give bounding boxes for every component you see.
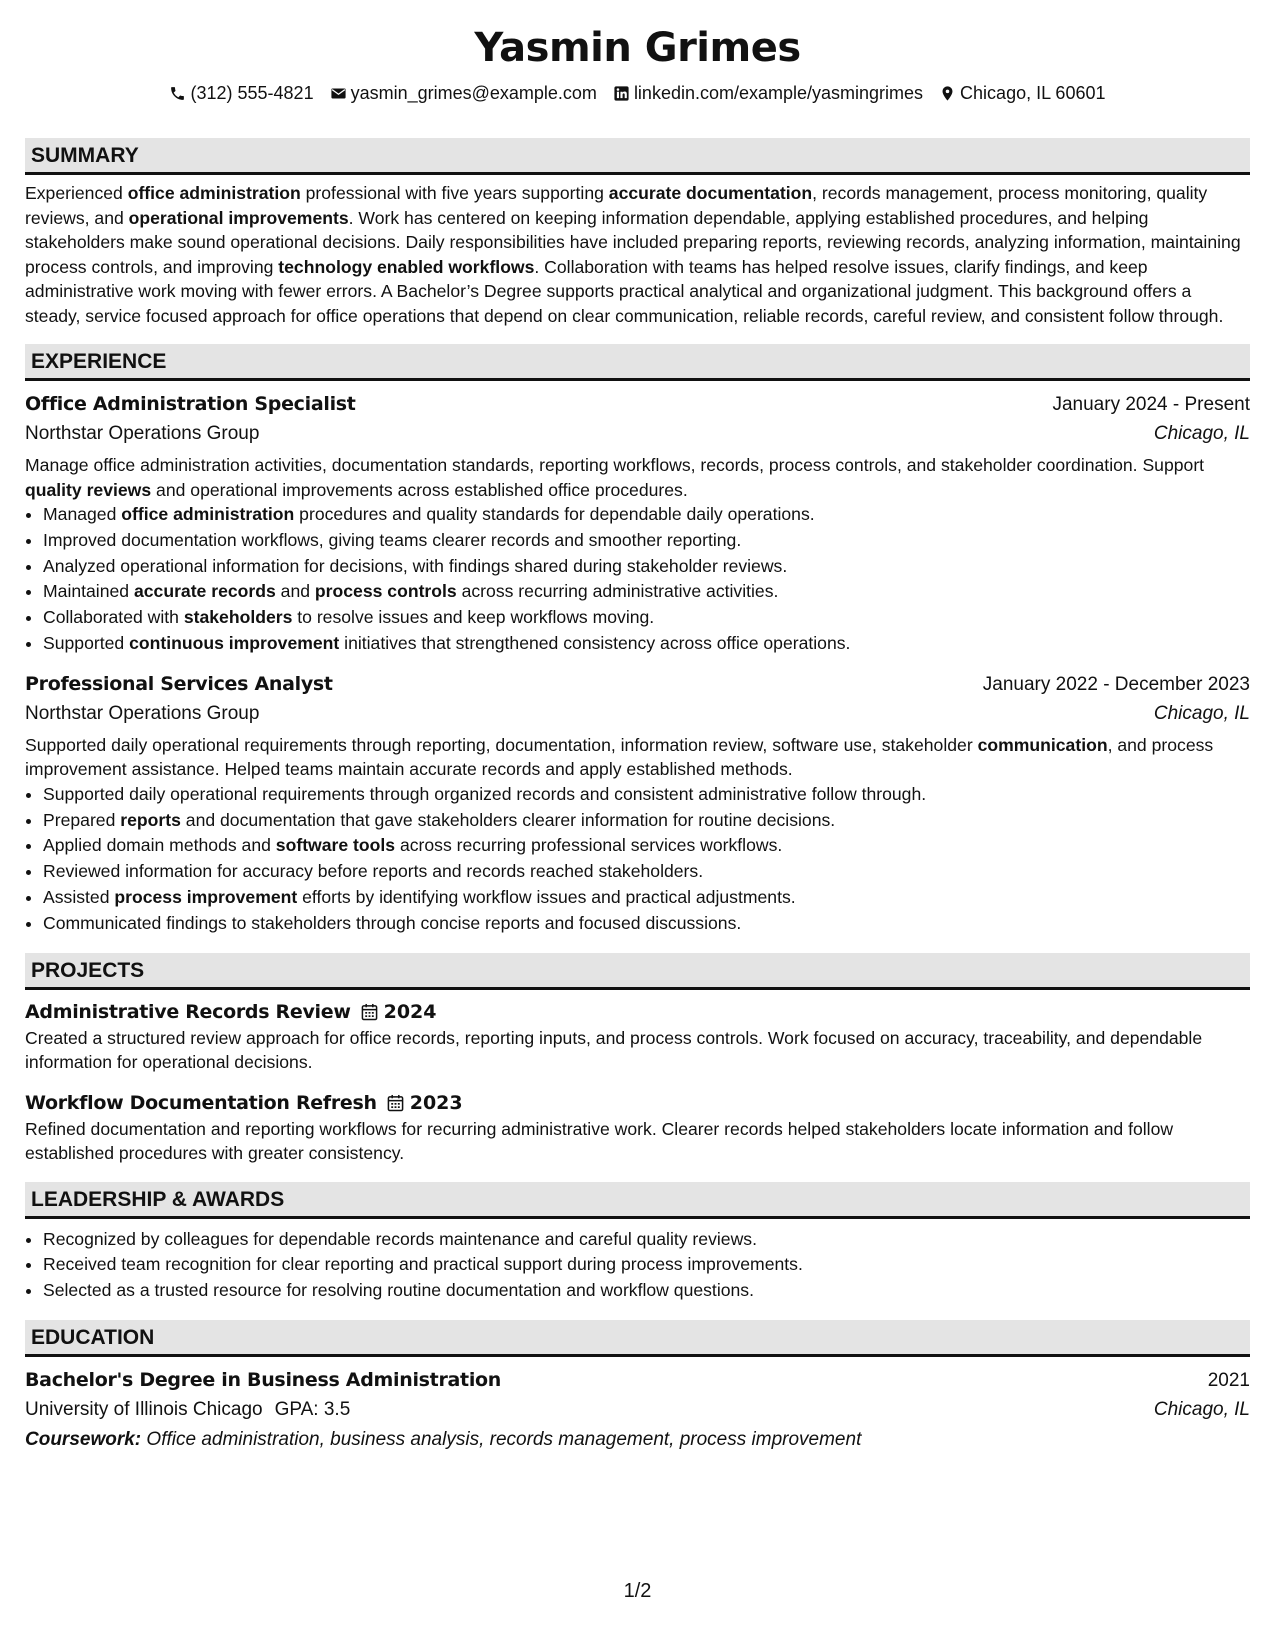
text-run: to resolve issues and keep workflows moving. [292, 607, 655, 628]
section-heading-leadership: LEADERSHIP & AWARDS [25, 1182, 1250, 1219]
job-company: Northstar Operations Group [25, 423, 260, 444]
contact-phone [169, 80, 313, 106]
text-run: Reviewed information for accuracy before reports and records reached stakeholders. [43, 861, 704, 882]
text-run: Experienced [25, 183, 128, 203]
map-pin-icon [939, 85, 956, 102]
bullet-item [43, 528, 1250, 554]
job-entry [25, 669, 1250, 937]
text-run: efforts by identifying workflow issues and practical adjustments. [297, 886, 796, 907]
education-degree: Bachelor's Degree in Business Administration [25, 1368, 502, 1391]
section-heading-projects: PROJECTS [25, 953, 1250, 990]
text-run: Applied domain methods and [43, 835, 276, 856]
leadership-section [25, 1182, 1250, 1304]
bold-keyword: stakeholders [183, 607, 293, 628]
bold-keyword: technology enabled workflows [278, 256, 535, 277]
leadership-item: • Received team recognition for clear reporting and practical support during process improvements. [43, 1252, 1250, 1278]
bold-keyword: software tools [275, 835, 396, 856]
text-run: Supported [43, 632, 130, 653]
linkedin-icon [613, 85, 630, 102]
education-coursework [25, 1425, 1250, 1455]
job-bullets [25, 782, 1250, 937]
text-run: across recurring professional services workflows. [395, 835, 783, 856]
bullet-item [43, 554, 1250, 580]
job-dates: January 2024 - Present [1052, 394, 1250, 415]
job-company: Northstar Operations Group [25, 702, 260, 724]
job-entry [25, 389, 1250, 657]
projects-section [25, 953, 1250, 1166]
bullet-item [43, 808, 1250, 834]
text-run: Prepared [43, 809, 121, 830]
job-description [25, 733, 1250, 782]
bullet-item [43, 631, 1250, 657]
bold-keyword: accurate records [133, 581, 276, 602]
section-heading-experience: EXPERIENCE [25, 344, 1250, 381]
job-location: Chicago, IL [1153, 423, 1250, 444]
contact-linkedin[interactable] [613, 80, 923, 106]
contact-location [939, 80, 1105, 106]
text-run: Improved documentation workflows, giving teams clearer records and smoother reporting. [43, 529, 742, 550]
resume-page [25, 0, 1250, 1455]
phone-icon [169, 85, 186, 102]
text-run: , records management, process monitoring, quality reviews, and [25, 183, 1208, 228]
bullet-item [43, 859, 1250, 885]
project-title: Administrative Records Review [25, 1000, 351, 1023]
bold-keyword: process improvement [114, 886, 298, 907]
bullet-item [43, 502, 1250, 528]
leadership-list [25, 1227, 1250, 1304]
project-description: Created a structured review approach for office records, reporting inputs, and process controls. Work focused on accuracy, traceability, and dependable information for operational decisions. [25, 1027, 1203, 1073]
education-school: University of Illinois Chicago [25, 1398, 263, 1420]
project-title: Workflow Documentation Refresh [25, 1091, 377, 1114]
bold-keyword: continuous improvement [129, 632, 340, 653]
experience-section [25, 344, 1250, 937]
contact-email[interactable] [330, 80, 597, 106]
bullet-item [43, 911, 1250, 937]
section-heading-education: EDUCATION [25, 1320, 1250, 1357]
education-school-line [25, 1395, 350, 1425]
text-run: across recurring administrative activities. [456, 581, 779, 602]
education-year: 2021 [1207, 1369, 1250, 1391]
text-run: Maintained [43, 581, 134, 602]
text-run: Managed [43, 504, 122, 524]
education-location: Chicago, IL [1153, 1398, 1250, 1420]
text-run: Communicated findings to stakeholders through concise reports and focused discussions. [43, 912, 742, 933]
bold-keyword: quality reviews [25, 479, 152, 500]
bold-keyword: office administration [121, 504, 295, 524]
text-run: Analyzed operational information for decisions, with findings shared during stakeholder reviews. [43, 555, 788, 576]
education-section [25, 1320, 1250, 1455]
bold-keyword: reports [120, 809, 181, 830]
text-run: . Collaboration with teams has helped resolve issues, clarify findings, and keep administrative work moving with fewer errors. A Bachelor’s Degree supports practical analytical and organizational judgment. This background offers a steady, service focused approach for office operations that depend on clear communication, reliable records, careful review, and consistent follow through. [25, 256, 1224, 326]
bold-keyword: accurate documentation [608, 183, 813, 203]
linkedin-link[interactable]: linkedin.com/example/yasmingrimes [633, 83, 924, 103]
leadership-item: • Selected as a trusted resource for resolving routine documentation and workflow questions. [43, 1278, 1250, 1304]
text-run: initiatives that strengthened consistency across office operations. [339, 632, 851, 653]
coursework-text: Office administration, business analysis, records management, process improvement [146, 1428, 862, 1450]
project-entry [25, 998, 1250, 1075]
bold-keyword: office administration [127, 183, 301, 203]
project-year-text: 2023 [409, 1091, 463, 1114]
location-text: Chicago, IL 60601 [960, 83, 1106, 103]
project-year [387, 1089, 463, 1117]
bullet-item [43, 833, 1250, 859]
bullet-item [43, 605, 1250, 631]
project-description: Refined documentation and reporting workflows for recurring administrative work. Clearer records helped stakeholders locate information and follow established procedures with greater consistency. [25, 1118, 1174, 1164]
project-year [361, 998, 437, 1026]
summary-section [25, 138, 1250, 328]
leadership-item: • Recognized by colleagues for dependable records maintenance and careful quality reviews. [43, 1227, 1250, 1253]
text-run: Assisted [43, 886, 115, 907]
summary-text [25, 181, 1250, 328]
education-gpa: GPA: 3.5 [274, 1398, 351, 1420]
bullet-item [43, 885, 1250, 911]
text-run: procedures and quality standards for dependable daily operations. [294, 504, 815, 524]
envelope-icon [330, 85, 347, 102]
text-run: and [275, 581, 315, 602]
text-run: and documentation that gave stakeholders clearer information for routine decisions. [180, 809, 836, 830]
bold-keyword: operational improvements [128, 207, 349, 228]
text-run: professional with five years supporting [300, 183, 609, 203]
job-bullets [25, 502, 1250, 657]
text-run: Supported daily operational requirements through organized records and consistent administrative follow through. [43, 783, 927, 804]
project-year-text: 2024 [383, 1000, 437, 1023]
job-dates: January 2022 - December 2023 [982, 673, 1250, 695]
text-run: and operational improvements across established office procedures. [151, 479, 688, 500]
job-location: Chicago, IL [1153, 702, 1250, 724]
calendar-icon [387, 1094, 404, 1112]
section-heading-summary: SUMMARY [25, 138, 1250, 175]
project-entry [25, 1089, 1250, 1166]
text-run: , and process improvement assistance. Helped teams maintain accurate records and apply established methods. [25, 734, 1214, 780]
bullet-item [43, 782, 1250, 808]
text-run: . Work has centered on keeping information dependable, applying established procedures, and helping stakeholders make sound operational decisions. Daily responsibilities have included preparing reports, reviewing records, analyzing information, maintaining process controls, and improving [25, 207, 1241, 277]
text-run: Manage office administration activities, documentation standards, reporting workflows, records, process controls, and stakeholder coordination. Support [25, 455, 1205, 475]
bold-keyword: communication [977, 734, 1108, 755]
page-number: 1/2 [623, 1580, 652, 1602]
bold-keyword: process controls [314, 581, 457, 602]
email-link[interactable]: yasmin_grimes@example.com [350, 83, 597, 103]
calendar-icon [361, 1003, 378, 1021]
text-run: Supported daily operational requirements through reporting, documentation, information review, software use, stakeholder [25, 734, 978, 755]
contact-bar [25, 80, 1250, 106]
job-title: Office Administration Specialist [25, 393, 356, 415]
job-description [25, 453, 1250, 502]
coursework-label: Coursework: [25, 1428, 142, 1450]
job-title: Professional Services Analyst [25, 672, 333, 695]
candidate-name: Yasmin Grimes [474, 25, 801, 71]
bullet-item [43, 579, 1250, 605]
text-run: Collaborated with [43, 607, 184, 628]
phone-number: (312) 555-4821 [190, 83, 314, 103]
